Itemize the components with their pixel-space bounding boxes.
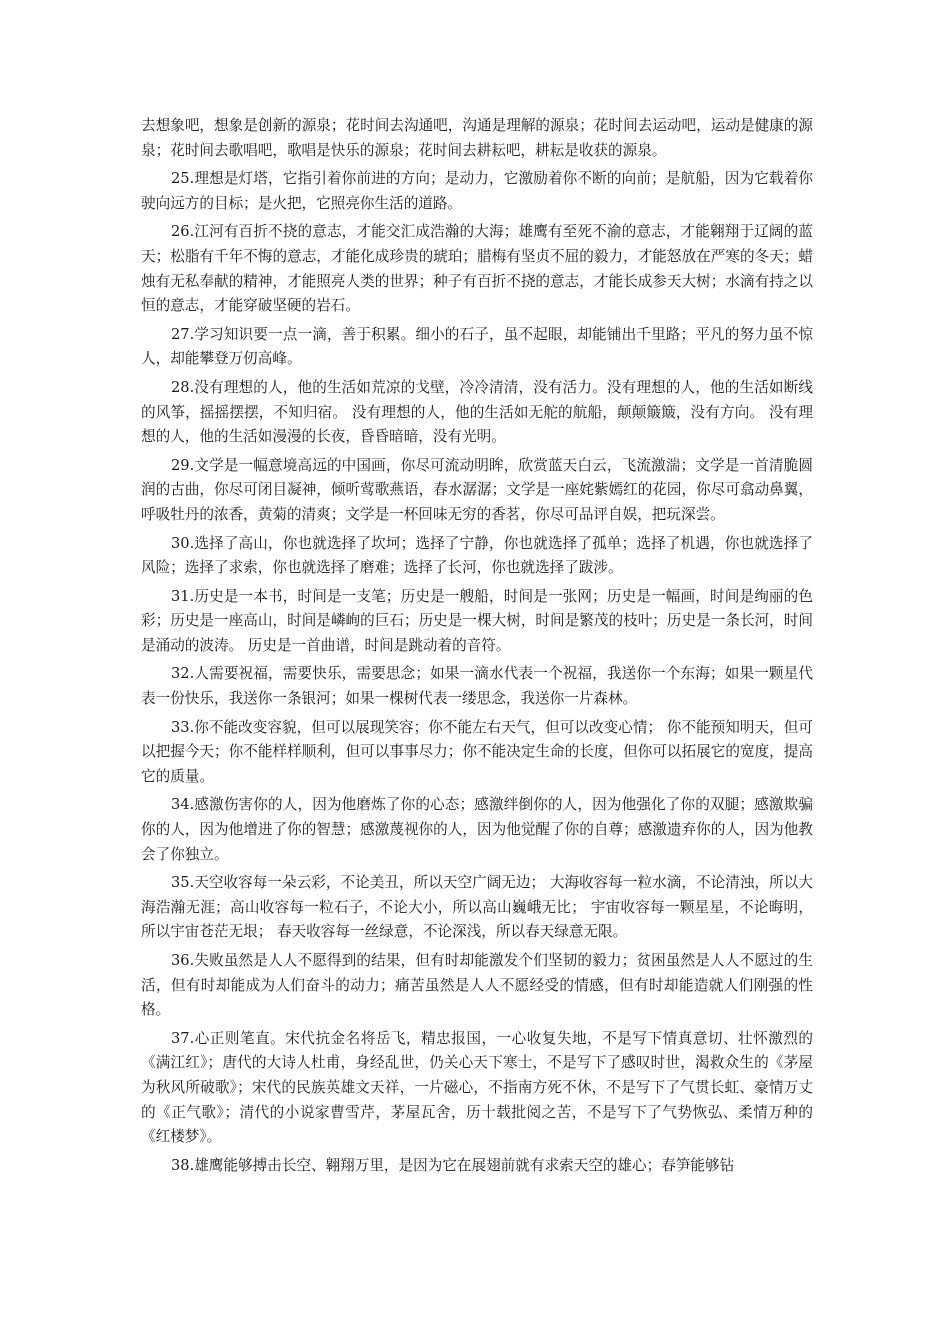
paragraph-31: 31.历史是一本书，时间是一支笔；历史是一艘船，时间是一张网；历史是一幅画，时间是绚丽的色彩；历史是一座高山，时间是嶙峋的巨石；历史是一棵大树，时间是繁茂的枝叶；历史是一条长河，时间是涌动的波涛。 历史是一首曲谱，时间是跳动着的音符。 [141,587,813,654]
paragraph-26: 26.江河有百折不挠的意志，才能交汇成浩瀚的大海；雄鹰有至死不渝的意志，才能翱翔于辽阔的蓝天；松脂有千年不悔的意志，才能化成珍贵的琥珀；腊梅有坚贞不屈的毅力，才能怒放在严寒的冬天；蜡烛有无私奉献的精神，才能照亮人类的世界；种子有百折不挠的意志，才能长成参天大树；水滴有持之以恒的意志，才能穿破坚硬的岩石。 [141,223,813,315]
paragraph-37: 37.心正则笔直。宋代抗金名将岳飞，精忠报国，一心收复失地，不是写下情真意切、壮怀激烈的《满江红》；唐代的大诗人杜甫，身经乱世，仍关心天下寒士，不是写下了感叹时世，渴救众生的《茅屋为秋风所破歌》；宋代的民族英雄文天祥，一片磁心，不指南方死不休，不是写下了气贯长虹、豪情万丈的《正气歌》；清代的小说家曹雪芹，茅屋瓦舍，历十载批阅之苦，不是写下了气势恢弘、柔情万种的《红楼梦》。 [141,1029,813,1146]
paragraph-35: 35.天空收容每一朵云彩，不论美丑，所以天空广阔无边； 大海收容每一粒水滴，不论清浊，所以大海浩瀚无涯；高山收容每一粒石子，不论大小，所以高山巍峨无比； 宇宙收容每一颗星星，不论晦明，所以宇宙苍茫无垠； 春天收容每一丝绿意，不论深浅，所以春天绿意无限。 [141,874,813,941]
document-page [141,114,813,1182]
paragraph-continued: 去想象吧，想象是创新的源泉；花时间去沟通吧，沟通是理解的源泉；花时间去运动吧，运动是健康的源泉；花时间去歌唱吧，歌唱是快乐的源泉；花时间去耕耘吧，耕耘是收获的源泉。 [141,117,813,159]
paragraph-27: 27.学习知识要一点一滴，善于积累。细小的石子，虽不起眼，却能铺出千里路；平凡的努力虽不惊人，却能攀登万仞高峰。 [141,325,813,368]
paragraph-36: 36.失败虽然是人人不愿得到的结果，但有时却能激发个们坚韧的毅力；贫困虽然是人人不愿过的生活，但有时却能成为人们奋斗的动力；痛苦虽然是人人不愿经受的情感，但有时却能造就人们刚强的性格。 [141,952,813,1019]
paragraph-29: 29.文学是一幅意境高远的中国画，你尽可流动明眸，欣赏蓝天白云，飞流激湍；文学是一首清脆圆润的古曲，你尽可闭目凝神，倾听莺歌燕语，春水潺潺；文学是一座姹紫嫣红的花园，你尽可翕动鼻翼，呼吸牡丹的浓香，黄菊的清爽；文学是一杯回味无穷的香茗，你尽可品评自娱，把玩深尝。 [141,456,813,523]
paragraph-34: 34.感激伤害你的人，因为他磨炼了你的心态；感激绊倒你的人，因为他强化了你的双腿；感激欺骗你的人，因为他增进了你的智慧；感激蔑视你的人，因为他觉醒了你的自尊；感激遗弃你的人，因为他教会了你独立。 [141,796,813,863]
paragraph-25: 25.理想是灯塔，它指引着你前进的方向；是动力，它激励着你不断的向前；是航船，因为它载着你驶向远方的目标；是火把，它照亮你生活的道路。 [141,170,813,212]
paragraph-38: 38.雄鹰能够搏击长空、翱翔万里，是因为它在展翅前就有求索天空的雄心；春笋能够钻 [171,1156,735,1174]
paragraph-30: 30.选择了高山，你也就选择了坎坷；选择了宁静，你也就选择了孤单；选择了机遇，你也就选择了风险；选择了求索，你也就选择了磨难；选择了长河，你也就选择了跋涉。 [141,534,813,577]
paragraph-33: 33.你不能改变容貌，但可以展现笑容；你不能左右天气，但可以改变心情； 你不能预知明天，但可以把握今天；你不能样样顺利，但可以事事尽力；你不能决定生命的长度，但你可以拓展它的宽度，提高它的质量。 [141,718,813,785]
paragraph-28: 28.没有理想的人，他的生活如荒凉的戈壁，冷冷清清，没有活力。没有理想的人，他的生活如断线的风筝，摇摇摆摆，不知归宿。 没有理想的人，他的生活如无舵的航船，颠颠簸簸，没有方向。 没有理想的人，他的生活如漫漫的长夜，昏昏暗暗，没有光明。 [141,378,813,446]
paragraph-32: 32.人需要祝福，需要快乐，需要思念；如果一滴水代表一个祝福，我送你一个东海；如果一颗星代表一份快乐，我送你一条银河；如果一棵树代表一缕思念，我送你一片森林。 [141,665,813,708]
